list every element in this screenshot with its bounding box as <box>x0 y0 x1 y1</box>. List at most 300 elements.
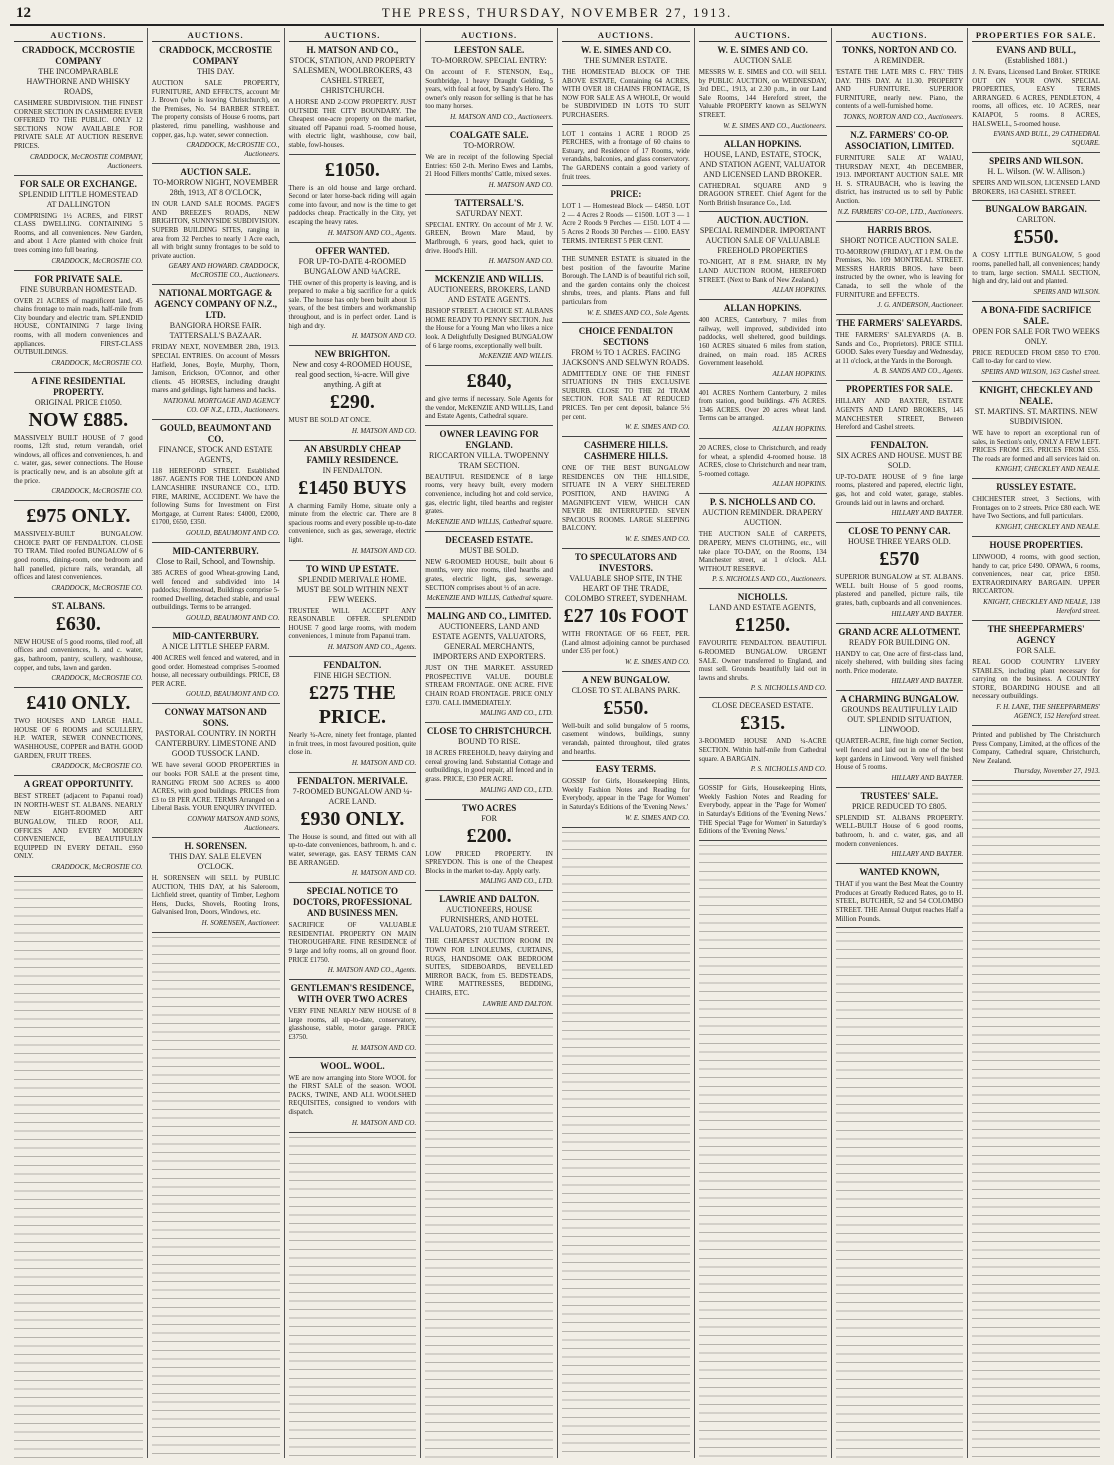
ad-heading: RUSSLEY ESTATE. <box>996 482 1077 493</box>
ad-heading: A FINE RESIDENTIAL PROPERTY. <box>31 375 126 397</box>
advertisement <box>425 891 553 1013</box>
ad-heading: AN ABSURDLY CHEAP FAMILY RESIDENCE. <box>303 443 401 465</box>
advertisement <box>699 494 827 589</box>
ad-signature: ALLAN HOPKINS. <box>772 425 827 434</box>
ad-body-text: THE owner of this property is leaving, and is prepared to make a big sacrifice for a quick sale. The house has only been built about 15 years, of the best timbers and workmanship throughout, and is in perfect order. Land is high and dry. <box>288 278 417 330</box>
ad-subheading: SIX ACRES AND HOUSE. MUST BE SOLD. <box>836 450 963 470</box>
ad-heading: GRAND ACRE ALLOTMENT. <box>838 626 961 637</box>
advertisement <box>699 42 827 136</box>
column-header: AUCTIONS. <box>425 28 553 42</box>
ad-signature: KNIGHT, CHECKLEY AND NEALE, 138 Hereford street. <box>983 598 1100 616</box>
advertisement <box>289 243 417 347</box>
ad-body-text: ONE OF THE BEST BUNGALOW RESIDENCES ON THE HILLSIDE, SITUATE IN A VERY SHELTERED POSITION, AND HAVING A MAGNIFICENT VIEW, WHICH CAN NEVER BE INTERRUPTED. SEVEN SPACIOUS ROOMS. LARGE SLEEPING BALCONY. <box>562 464 690 533</box>
ad-subheading: FOR SALE. <box>1016 646 1056 656</box>
ad-subheading: THE INCOMPARABLE HAWTHORNE AND WHISKY ROADS, <box>26 67 131 96</box>
column-text-fill <box>562 832 690 1459</box>
ad-body-text: UP-TO-DATE HOUSE of 9 fine large rooms, plastered and papered, electric light, gas, hot and cold water, garage, stables. Grounds laid out in lawns and orchard. <box>835 472 964 507</box>
ad-heading: CRADDOCK, MCCROSTIE COMPANY <box>159 45 273 66</box>
ad-subheading: VALUABLE SHOP SITE, IN THE HEART OF THE TRADE, COLOMBO STREET, SYDENHAM. <box>564 573 687 603</box>
ad-signature: P. S. NICHOLLS AND CO. <box>750 765 827 774</box>
advertisement <box>289 155 417 243</box>
ad-heading: TONKS, NORTON AND CO. <box>842 45 957 55</box>
ad-signature: W. E. SIMES AND CO. <box>625 657 690 666</box>
ad-subheading: IN FENDALTON. <box>322 465 383 475</box>
ad-body-text: ADMITTEDLY ONE OF THE FINEST SITUATIONS IN THIS EXCLUSIVE SUBURB. CLOSE TO THE 2d TRAM SECTION. FOR SALE AT REDUCED PRICES. Ten per cent deposit, balance 5½ per cent. <box>562 369 690 421</box>
ad-heading: AUCTION SALE. <box>180 167 251 178</box>
advertisement <box>562 549 690 672</box>
column-text-fill <box>152 937 280 1458</box>
ad-heading: GOULD, BEAUMONT AND CO. <box>159 422 272 444</box>
ad-signature: KNIGHT, CHECKLEY AND NEALE. <box>995 523 1100 532</box>
ad-signature: H. MATSON AND CO. <box>488 180 553 189</box>
ad-signature: H. SORENSEN, Auctioneer. <box>201 918 280 927</box>
ad-signature: P. S. NICHOLLS AND CO. <box>750 684 827 693</box>
advertisement <box>699 300 827 384</box>
ad-body-text: QUARTER-ACRE, fine high corner Section, well fenced and laid out in one of the best kept gardens in Linwood. Very well finished House of 5 rooms. <box>835 737 964 772</box>
ad-body-text: SPLENDID ST. ALBANS PROPERTY. WELL-BUILT House of 6 good rooms, bathroom, h. and c. water, gas, and all modern conveniences. <box>835 813 964 848</box>
ad-subheading: TO-MORROW. SPECIAL ENTRY: <box>431 56 547 65</box>
ad-body-text: THE CHEAPEST AUCTION ROOM IN TOWN FOR LINOLEUMS, CURTAINS, RUGS, HANDSOME OAK BEDROOM SUITES, SIDEBOARDS, BEVELLED MIRROR BACK, from £5. BEDSTEADS, WIRE MATTRESSES, BEDDING, CHAIRS, ETC. <box>425 937 553 997</box>
ad-heading: MID-CANTERBURY. <box>172 631 259 641</box>
advertisement <box>972 302 1100 382</box>
ad-subheading: SPECIAL REMINDER. IMPORTANT AUCTION SALE OF VALUABLE FREEHOLD PROPERTIES <box>699 226 826 256</box>
ad-body-text: AUCTION SALE PROPERTY, FURNITURE, AND EFFECTS, account Mr J. Brown (who is leaving Christchurch), on the Premises, No. 54 BARBER STREET. The property consists of House 6 rooms, part plastered, rimu panelling, washhouse and copper, gas, h.p. water, sewer connection. <box>151 79 280 139</box>
ad-signature: Thursday, November 27, 1913. <box>1013 767 1100 776</box>
column-1 <box>10 28 147 1458</box>
ad-heading: CHOICE FENDALTON SECTIONS <box>578 325 674 347</box>
ad-signature: HILLARY AND BAXTER. <box>891 850 964 859</box>
ad-body-text: TO-NIGHT, AT 8 P.M. SHARP, IN My LAND AUCTION ROOM, HEREFORD STREET. (Next to Bank of New Zealand.) <box>698 258 827 284</box>
ad-subheading: TO-MORROW NIGHT, NOVEMBER 28th, 1913, AT 8 O'CLOCK, <box>153 178 279 198</box>
ad-signature: ALLAN HOPKINS. <box>772 480 827 489</box>
ad-body-text: 18 ACRES FREEHOLD, heavy dairying and cereal growing land. Substantial Cottage and outbuildings, in good repair, all fenced and in grass. PRICE, £30 PER ACRE. <box>425 749 553 783</box>
ad-body-text: LOT 1 — Homestead Block — £4850. LOT 2 — 4 Acres 2 Roods — £1500. LOT 3 — 1 Acre 2 Roods 9 Perches — £150. LOT 4 — 5 Acres 2 Roods 30 Perches — £100. EASY TERMS. INTEREST 5 PER CENT. <box>562 202 690 245</box>
column-header: AUCTIONS. <box>289 28 417 42</box>
advertisement <box>14 42 143 176</box>
ad-body-text: 20 ACRES, close to Christchurch, and ready for wheat, a splendid 4-roomed house. 18 ACRES, close to Christchurch and near tram, 5-roomed cottage. <box>698 444 827 478</box>
ad-body-text: HANDY to car, One acre of first-class land, nicely sheltered, with building sites facing north. Price moderate. <box>835 649 964 675</box>
column-text-fill <box>699 845 827 1458</box>
ad-signature: TONKS, NORTON AND CO., Auctioneers. <box>843 112 964 121</box>
ad-heading: FENDALTON. <box>323 660 382 671</box>
ad-signature: McKENZIE AND WILLIS, Cathedral square. <box>426 594 553 603</box>
ad-price: £550. <box>1013 226 1059 249</box>
ad-body-text: LOT 1 contains 1 ACRE 1 ROOD 25 PERCHES, with a frontage of 60 chains to Estuary, and Residence of 17 Rooms, wide verandahs, balconies, and glass conservatory. The GARDENS contain a good variety of fruit trees. <box>562 129 690 181</box>
ad-body-text: Nearly ¾-Acre, ninety feet frontage, planted in fruit trees, in most favoured position, quite close in. <box>288 731 417 757</box>
ad-signature: H. MATSON AND CO. <box>351 426 417 435</box>
advertisement <box>699 779 827 841</box>
ad-heading: COALGATE SALE. <box>449 129 529 140</box>
ad-body-text: MUST BE SOLD AT ONCE. <box>288 416 371 425</box>
ad-heading: FOR SALE OR EXCHANGE. <box>19 178 137 189</box>
ad-signature: H. MATSON AND CO., Agents. <box>327 966 417 975</box>
ad-subheading: FOR UP-TO-DATE 4-ROOMED BUNGALOW AND ¼ACRE. <box>298 256 407 276</box>
ad-body-text: 3-ROOMED HOUSE AND ¼-ACRE SECTION. Within half-mile from Cathedral square. A BARGAIN. <box>698 737 827 763</box>
ad-body-text: THE SUMNER ESTATE is situated in the best position of the favourite Marine Borough. The LAND is of beautiful rich soil, and the garden contains only the choicest shrubs, trees, and plants. Plans and full particulars from <box>562 255 690 307</box>
ad-heading: MID-CANTERBURY. <box>172 546 259 557</box>
ad-body-text: SPEIRS AND WILSON, LICENSED LAND BROKERS, 163 CASHEL STREET. <box>972 179 1100 196</box>
ad-signature: LAWRIE AND DALTON. <box>482 999 553 1008</box>
ad-body-text: Well-built and solid bungalow of 5 rooms, casement windows, buildings, sunny verandah, painted throughout, tiled grates and hearths. <box>562 721 690 756</box>
ad-signature: W. E. SIMES AND CO. <box>625 423 690 432</box>
advertisement <box>836 127 964 222</box>
ad-heading: A BONA-FIDE SACRIFICE SALE. <box>980 304 1092 326</box>
advertisement <box>562 323 690 438</box>
ad-signature: N.Z. FARMERS' CO-OP., LTD., Auctioneers. <box>837 207 964 216</box>
ad-heading: W. E. SIMES AND CO. <box>580 45 672 55</box>
ad-subheading: STOCK, STATION, AND PROPERTY SALESMEN, WOOLBROKERS, 43 CASHEL STREET, CHRISTCHURCH. <box>289 56 416 95</box>
ad-subheading: HOUSE THREE YEARS OLD. <box>848 537 951 547</box>
advertisement <box>425 195 553 271</box>
column-header: AUCTIONS. <box>562 28 690 42</box>
ad-signature: ALLAN HOPKINS. <box>772 369 827 378</box>
ad-heading: TATTERSALL'S. <box>454 197 524 208</box>
ad-heading: TO SPECULATORS AND INVESTORS. <box>574 551 677 573</box>
ad-subheading: AUCTIONEERS, LAND AND ESTATE AGENTS, VALUATORS, GENERAL MERCHANTS, IMPORTERS AND EXPORTERS. <box>432 622 546 662</box>
ad-heading: TO WIND UP ESTATE. <box>305 563 399 574</box>
ad-heading: H. SORENSEN. <box>184 840 247 851</box>
ad-body-text: 'ESTATE THE LATE MRS C. FRY.' THIS DAY. THIS DAY. At 11.30. PROPERTY AND FURNITURE. SUPERIOR FURNITURE, nearly new. Piano, the contents of a well-furnished home. <box>835 68 964 111</box>
ad-signature: CRADDOCK, McCROSTIE CO. <box>51 674 143 683</box>
page-number: 12 <box>16 5 31 21</box>
ad-signature: W. E. SIMES AND CO. <box>625 534 690 543</box>
ad-body-text: MESSRS W. E. SIMES and CO. will SELL by PUBLIC AUCTION, on WEDNESDAY, 3rd DEC., 1913, at 2.30 p.m., in our Land Sale Rooms, 144 Hereford street, the Valuable PROPERTY known as SELWYN STREET. <box>698 68 827 119</box>
advertisement <box>152 838 280 933</box>
ad-signature: HILLARY AND BAXTER. <box>891 773 964 782</box>
column-text-fill <box>836 932 964 1458</box>
ad-price: £290. <box>329 391 375 414</box>
ad-signature: CRADDOCK, McCROSTIE CO. <box>51 358 143 367</box>
ad-signature: GOULD, BEAUMONT AND CO. <box>185 614 280 622</box>
advertisement <box>152 420 280 543</box>
ad-heading: MCKENZIE AND WILLIS. <box>434 274 544 285</box>
advertisement <box>836 624 964 692</box>
ad-subheading: ST. MARTINS. ST. MARTINS. NEW SUBDIVISION. <box>974 406 1098 426</box>
ad-heading: THE FARMERS' SALEYARDS. <box>836 318 963 329</box>
ad-price: £630. <box>55 612 101 635</box>
advertisement <box>289 42 417 155</box>
ad-heading: TRUSTEES' SALE. <box>860 790 939 801</box>
ad-body-text: A HORSE AND 2-COW PROPERTY. JUST OUTSIDE THE CITY BOUNDARY. The Cheapest one-acre property on the market, situated off Papanui road. 5-roomed house, with electric light, washhouse, cow bail, stable, fowl-houses. <box>288 98 417 149</box>
ad-body-text: CASHMERE SUBDIVISION. THE FINEST CORNER SECTION IN CASHMERE EVER OFFERED TO THE PUBLIC. ONLY 12 SECTIONS NOW AVAILABLE FOR PRIVATE SALE AT AUCTION RESERVE PRICES. <box>14 99 143 150</box>
ad-signature: H. MATSON AND CO. <box>351 1043 417 1052</box>
ad-price: £410 ONLY. <box>26 692 131 715</box>
ad-signature: CRADDOCK, McCROSTIE COMPANY, Auctioneers. <box>29 152 143 170</box>
ad-body-text: The House is sound, and fitted out with all up-to-date conveniences, bathroom, h. and c. water, sewerage, gas. EASY TERMS CAN BE ARRANGED. <box>288 832 417 867</box>
ad-subheading: READY FOR BUILDING ON. <box>848 637 950 647</box>
masthead-title: THE PRESS, THURSDAY, NOVEMBER 27, 1913. <box>381 5 733 20</box>
ad-body-text: WE have to report an exceptional run of sales, in Section's only, ONLY A FEW LEFT. PRICES FROM £35. PRICES FROM £55. The roads are formed and all services laid on. <box>972 428 1100 463</box>
advertisement <box>425 800 553 892</box>
advertisement <box>562 761 690 827</box>
advertisement <box>425 127 553 195</box>
ad-heading: N.Z. FARMERS' CO-OP. ASSOCIATION, LIMITED. <box>844 129 954 151</box>
ad-heading: TWO ACRES <box>461 802 517 813</box>
ad-body-text: JUST ON THE MARKET. ASSURED PROSPECTIVE VALUE. DOUBLE STREAM FRONTAGE. ONE ACRE. FIVE CHAIN ROAD FRONTAGE. PRICE ONLY £370. CALL IMMEDIATELY. <box>425 664 553 707</box>
ad-subheading: A NICE LITTLE SHEEP FARM. <box>161 642 270 651</box>
ad-subheading: THIS DAY. <box>196 67 235 76</box>
ad-signature: HILLARY AND BAXTER. <box>891 509 964 518</box>
column-header: AUCTIONS. <box>836 28 964 42</box>
ad-body-text: TO-MORROW (FRIDAY), AT 1 P.M. On the Premises, No. 109 MONTREAL STREET. MESSRS HARRIS BROS. have been instructed by the owner, who is leaving for Canada, to sell the whole of the FURNITURE and EFFECTS. <box>835 247 964 299</box>
advertisement <box>289 1058 417 1133</box>
ad-signature: MALING AND CO., LTD. <box>480 785 553 794</box>
ad-body-text: Printed and published by The Christchurch Press Company, Limited, at the offices of the Company, Cathedral square, Christchurch, New Zealand. <box>972 731 1100 765</box>
ad-subheading: SATURDAY NEXT. <box>455 208 523 218</box>
ad-body-text: HILLARY AND BAXTER, ESTATE AGENTS AND LAND BROKERS, 145 MANCHESTER STREET, Between Hereford and Cashel streets. <box>835 397 964 432</box>
ad-signature: H. MATSON AND CO. <box>351 332 417 341</box>
ad-body-text: MASSIVELY-BUILT BUNGALOW. CHOICE PART OF FENDALTON. CLOSE TO TRAM. Tiled roofed BUNGALOW of 6 good rooms, dining-room, one bedroom and hall panelled, picture rails, verandah, all offices and latest conveniences. <box>14 530 143 582</box>
ad-heading: CASHMERE HILLS. CASHMERE HILLS. <box>583 440 668 462</box>
ad-subheading: PRICE REDUCED TO £805. <box>851 801 947 811</box>
column-3 <box>284 28 421 1458</box>
ad-signature: H. MATSON AND CO. <box>351 1118 417 1127</box>
ad-subheading: TO-MORROW. <box>463 140 515 150</box>
ad-heading: NATIONAL MORTGAGE & AGENCY COMPANY OF N.Z., LTD. <box>154 288 278 321</box>
advertisement <box>14 598 143 688</box>
advertisement <box>289 980 417 1057</box>
ad-body-text: A charming Family Home, situate only a minute from the electric car. There are 8 spacious rooms and every possible up-to-date convenience, such as gas, sewerage, electric light. <box>288 501 417 545</box>
ad-subheading: FINE HIGH SECTION. <box>313 671 392 681</box>
advertisement <box>289 773 417 883</box>
ad-body-text: FRIDAY NEXT, NOVEMBER 28th, 1913. SPECIAL ENTRIES. On account of Messrs Hatfield, Jones, Boyle, Murphy, Thorn, Jamison, Erickson, O'Connor, and other clients. 45 HORSES, including draught mares and geldings, light harness and hacks. <box>151 343 280 395</box>
ad-heading: OWNER LEAVING FOR ENGLAND. <box>439 428 539 450</box>
ad-signature: EVANS AND BULL, 29 CATHEDRAL SQUARE. <box>993 130 1100 148</box>
column-header: AUCTIONS. <box>152 28 280 42</box>
ad-signature: CRADDOCK, McCROSTIE CO. <box>51 487 143 496</box>
column-2 <box>147 28 284 1458</box>
ad-body-text: OVER 21 ACRES of magnificent land, 45 chains frontage to main roads, half-mile from City boundary and electric tram. SPLENDID HOUSE, CONTAINING 7 large living rooms, with all modern conveniences and appliances. FIRST-CLASS OUTBUILDINGS. <box>14 296 143 357</box>
ad-subheading: CARLTON. <box>1016 215 1056 225</box>
ad-heading: SPEIRS AND WILSON. <box>989 156 1084 167</box>
advertisement <box>972 382 1100 479</box>
advertisement <box>425 271 553 366</box>
ad-subheading: AUCTION REMINDER. DRAPERY AUCTION. <box>702 508 823 528</box>
advertisement <box>972 153 1100 201</box>
ad-subheading: 7-ROOMED BUNGALOW AND ¼-ACRE LAND. <box>292 786 413 806</box>
ad-heading: AUCTION. AUCTION. <box>716 215 809 226</box>
ad-signature: SPEIRS AND WILSON. <box>1033 287 1100 296</box>
ad-body-text: On account of F. STENSON, Esq., Southbridge, 1 heavy Draught Gelding, 5 years, with foal at foot, by Sandy's Hero. The owner's only reason for selling is that he has too many horses. <box>425 68 553 111</box>
advertisement <box>972 537 1100 621</box>
ad-signature: A. B. SANDS AND CO., Agents. <box>873 367 964 376</box>
ad-body-text: MASSIVELY BUILT HOUSE of 7 good rooms, 12ft stud, return verandah, oriel windows, all offices and conveniences, h. and c. water, gas, sewer connections. The House is practically new, and is an absolute gift at the price. <box>14 433 143 485</box>
ad-body-text: SUPERIOR BUNGALOW at ST. ALBANS. WELL built House of 5 good rooms, plastered and panelled, picture rails, tile grates, bath, cupboards and all conveniences. <box>835 573 964 607</box>
advertisement <box>289 883 417 980</box>
ad-heading: W. E. SIMES AND CO. <box>717 45 808 55</box>
advertisement <box>152 543 280 628</box>
ad-body-text: There is an old house and large orchard. Second or later horse-back riding will again come into favour, and now is the time to get paddocks cheap. Practically in the City, yet escaping the heavy rates. <box>288 183 417 226</box>
advertisement <box>14 271 143 373</box>
ad-heading: ST. ALBANS. <box>51 600 105 611</box>
ad-body-text: LINWOOD, 4 rooms, with good section, handy to car, price £490. OPAWA, 6 rooms, conveniences, near car, price £850. EXTRAORDINARY BARGAIN. UPPER RICCARTON. <box>972 553 1100 596</box>
advertisement <box>836 691 964 787</box>
advertisement <box>425 366 553 426</box>
advertisement <box>972 479 1100 537</box>
ad-body-text: SPECIAL ENTRY. On account of Mr J. W. GREEN, Brown Mare Maud, by Marlbrough, 6 years, good hack, quiet to drive. Hood's Hill. <box>425 220 553 255</box>
ad-heading: MALING AND CO., LIMITED. <box>427 611 552 622</box>
ad-subheading: FINE SUBURBAN HOMESTEAD. <box>20 284 137 294</box>
ad-subheading: SPLENDID LITTLE HOMESTEAD AT DALLINGTON <box>18 189 138 209</box>
ad-body-text: 401 ACRES Northern Canterbury, 2 miles from station, good buildings. 476 ACRES. 1346 ACRES. Over 20 acres wheat land. Terms can be arranged. <box>698 388 827 423</box>
ad-body-text: GOSSIP for Girls, Housekeeping Hints, Weekly Fashion Notes and Reading for Everybody, appear in the 'Page for Women' in Saturday's Editions of the 'Evening News.' THE Special 'Page for Women' in Saturday's Editions of the 'Evening News.' <box>698 784 827 836</box>
ad-body-text: VERY FINE NEARLY NEW HOUSE of 8 large rooms, all up-to-date, conservatory, glasshouse, stable, motor garage. PRICE £3750. <box>288 1007 417 1041</box>
column-header: AUCTIONS. <box>14 28 143 42</box>
ad-subheading: FROM ½ TO 1 ACRES. FACING JACKSON'S AND SELWYN ROADS. <box>562 347 690 367</box>
ad-heading: P. S. NICHOLLS AND CO. <box>709 497 816 508</box>
ad-body-text: A COSY LITTLE BUNGALOW, 5 good rooms, panelled hall, all conveniences; handy to tram, large section. SMALL SECTION, high and dry, laid out and planted. <box>972 251 1100 286</box>
ad-signature: J. G. ANDERSON, Auctioneer. <box>877 301 964 310</box>
advertisement <box>836 42 964 127</box>
ad-body-text: SACRIFICE OF VALUABLE RESIDENTIAL PROPERTY ON MAIN THOROUGHFARE. FINE RESIDENCE of 9 large and lofty rooms, all on ground floor. PRICE £1750. <box>288 921 417 964</box>
column-header: AUCTIONS. <box>699 28 827 42</box>
advertisement <box>289 346 417 441</box>
ad-heading: NICHOLLS. <box>737 592 788 603</box>
ad-signature: H. MATSON AND CO., Auctioneers. <box>450 112 553 121</box>
ad-signature: H. MATSON AND CO. <box>351 758 417 767</box>
ad-heading: PRICE: <box>610 189 642 200</box>
ad-signature: H. MATSON AND CO. <box>488 257 553 266</box>
advertisement <box>152 628 280 704</box>
ad-heading: SPECIAL NOTICE TO DOCTORS, PROFESSIONAL AND BUSINESS MEN. <box>292 886 412 919</box>
advertisement <box>562 437 690 549</box>
ad-body-text: PRICE REDUCED FROM £850 TO £700. Call to-day for card to view. <box>972 348 1100 366</box>
ad-heading: WOOL. WOOL. <box>320 1060 385 1071</box>
ad-subheading: New and cosy 4-ROOMED HOUSE, real good section, ¼-acre. Will give anything. A gift at <box>292 360 413 390</box>
ad-signature: P. S. NICHOLLS AND CO., Auctioneers. <box>712 575 827 584</box>
ad-heading: LEESTON SALE. <box>453 45 525 55</box>
ad-subheading: SHORT NOTICE AUCTION SALE. <box>840 235 959 245</box>
columns <box>10 28 1104 1458</box>
ad-price: £930 ONLY. <box>300 807 405 830</box>
ad-body-text: COMPRISING 1½ ACRES, and FIRST CLASS DWELLING. CONTAINING 5 Rooms, and all conveniences. New Garden, and about 1 Acre planted with choice fruit trees coming into full bearing. <box>14 211 143 254</box>
ad-heading: LAWRIE AND DALTON. <box>439 894 540 905</box>
ad-heading: FENDALTON. MERIVALE. <box>297 775 408 786</box>
ad-heading: OFFER WANTED. <box>315 245 390 256</box>
advertisement <box>14 501 143 598</box>
ad-subheading: MUST BE SOLD. <box>459 545 519 555</box>
ad-signature: H. MATSON AND CO., Agents. <box>327 228 417 237</box>
ad-heading: THE SHEEPFARMERS' AGENCY <box>987 624 1085 646</box>
advertisement <box>425 426 553 532</box>
ad-body-text: 400 ACRES well fenced and watered, and in good order. Homestead comprises 5-roomed house, all necessary outbuildings. PRICE, £8 PER ACRE. <box>151 654 280 688</box>
ad-signature: CONWAY MATSON AND SONS, Auctioneers. <box>187 814 280 832</box>
column-text-fill <box>972 785 1100 1458</box>
ad-body-text: THE HOMESTEAD BLOCK OF THE ABOVE ESTATE, Containing 64 ACRES, WITH OVER 18 CHAINS FRONTAGE, IS NOW FOR SALE AS A WHOLE, Or would be SUBDIVIDED IN LOTS TO SUIT PURCHASERS. <box>562 68 690 119</box>
advertisement <box>14 176 143 271</box>
ad-signature: W. E. SIMES AND CO. <box>625 813 690 822</box>
ad-price: £975 ONLY. <box>26 505 131 528</box>
column-8 <box>967 28 1104 1458</box>
advertisement <box>836 788 964 864</box>
column-7 <box>831 28 968 1458</box>
advertisement <box>425 723 553 799</box>
ad-heading: FOR PRIVATE SALE. <box>34 273 123 284</box>
ad-subheading: SPLENDID MERIVALE HOME. MUST BE SOLD WITHIN NEXT FEW WEEKS. <box>296 574 409 604</box>
ad-signature: H. MATSON AND CO. <box>351 869 417 878</box>
ad-heading: HARRIS BROS. <box>867 224 932 235</box>
advertisement <box>562 42 690 125</box>
ad-signature: SPEIRS AND WILSON, 163 Cashel street. <box>981 367 1100 376</box>
ad-subheading: AUCTIONEERS, BROKERS, LAND AND ESTATE AGENTS. <box>427 285 551 305</box>
ad-body-text: THE FARMERS' SALEYARDS (A. B. Sands and Co., Proprietors). PRICE STILL GOOD. Sales every Tuesday and Wednesday, at 11 o'clock, at the Yards in the Borough. <box>835 331 964 365</box>
ad-heading: KNIGHT, CHECKLEY AND NEALE. <box>979 384 1093 406</box>
ad-heading: A NEW BUNGALOW. <box>581 674 670 685</box>
ad-heading: BUNGALOW BARGAIN. <box>985 204 1087 215</box>
ad-heading: FENDALTON. <box>870 439 929 450</box>
ad-subheading: RICCARTON VILLA. TWOPENNY TRAM SECTION. <box>429 450 550 470</box>
advertisement <box>699 136 827 213</box>
advertisement <box>289 441 417 561</box>
advertisement <box>152 285 280 420</box>
ad-price: £200. <box>466 824 512 847</box>
advertisement <box>836 864 964 928</box>
ad-body-text: J. N. Evans, Licensed Land Broker. STRIKE OUT ON YOUR OWN. SPECIAL PROPERTIES, EASY TERMS ARRANGED. 6 ACRES, PENDLETON, 4 rooms, all offices, etc. 10 ACRES, near KAIAPOI, 5 rooms. 8 ACRES, HALSWELL, 5-roomed house. <box>972 68 1100 128</box>
ad-signature: NATIONAL MORTGAGE AND AGENCY CO. OF N.Z., LTD., Auctioneers. <box>163 396 280 414</box>
ad-heading: EASY TERMS. <box>595 764 656 775</box>
ad-subheading: CLOSE DECEASED ESTATE. <box>711 701 814 711</box>
ad-subheading: ORIGINAL PRICE £1050. <box>34 397 122 407</box>
ad-body-text: WE have several GOOD PROPERTIES in our books FOR SALE at the present time, RANGING FROM 500 ACRES to 4000 ACRES, with good buildings. PRICES from £3 to £8 PER ACRE. TERMS Arranged on a Liberal Basis. YOUR ENQUIRY INVITED. <box>151 761 280 813</box>
advertisement <box>425 42 553 127</box>
ad-body-text: CATHEDRAL SQUARE AND 9 DRAGOON STREET. Chief Agent for the North British Insurance Co., Ltd. <box>698 181 827 207</box>
ad-subheading: HOUSE, LAND, ESTATE, STOCK, AND STATION AGENT, VALUATOR AND LICENSED LAND BROKER. <box>699 149 826 179</box>
advertisement <box>836 437 964 523</box>
ad-heading: CONWAY MATSON AND SONS. <box>164 707 267 729</box>
advertisement <box>152 704 280 838</box>
ad-body-text: WE are now arranging into Store WOOL for the FIRST SALE of the season. WOOL PACKS, TWINE, AND ALL WOOLSHED REQUISITES, consigned to vendors with dispatch. <box>288 1073 417 1116</box>
ad-signature: W. E. SIMES AND CO., Auctioneers. <box>723 121 827 130</box>
ad-subheading: GROUNDS BEAUTIFULLY LAID OUT. SPLENDID SITUATION, LINWOOD. <box>841 705 958 735</box>
column-text-fill <box>289 1137 417 1459</box>
masthead <box>10 4 1104 26</box>
ad-price: NOW £885. <box>28 408 129 431</box>
ad-subheading: CLOSE TO ST. ALBANS PARK. <box>571 685 681 695</box>
ad-signature: McKENZIE AND WILLIS, Cathedral square. <box>426 517 553 526</box>
ad-signature: H. MATSON AND CO., Agents. <box>327 643 417 652</box>
ad-subheading: OPEN FOR SALE FOR TWO WEEKS ONLY. <box>972 326 1100 346</box>
ad-body-text: FAVOURITE FENDALTON. BEAUTIFUL 6-ROOMED BUNGALOW. URGENT SALE. Owner transferred to England, and must sell. Grounds beautifully laid out in lawns and shrubs. <box>698 639 827 682</box>
advertisement <box>972 42 1100 153</box>
ad-price: £840, <box>466 370 512 393</box>
advertisement <box>289 561 417 657</box>
ad-signature: H. MATSON AND CO. <box>351 546 417 555</box>
ad-signature: CRADDOCK, McCROSTIE CO. <box>51 256 143 265</box>
ad-heading: CLOSE TO CHRISTCHURCH. <box>426 726 552 737</box>
advertisement <box>562 125 690 187</box>
ad-subheading: THIS DAY. SALE ELEVEN O'CLOCK. <box>169 851 262 871</box>
ad-body-text: THAT if you want the Best Meat the Country Produces at Greatly Reduced Rates, go to H. STEEL, BUTCHER, 52 and 54 COLOMBO STREET. THE Annual Output reaches Half a Million Pounds. <box>835 880 964 923</box>
column-header: PROPERTIES FOR SALE. <box>972 28 1100 42</box>
advertisement <box>972 621 1100 726</box>
ad-signature: F. H. LANE, THE SHEEPFARMERS' AGENCY, 152 Hereford street. <box>996 703 1100 720</box>
ad-signature: MALING AND CO., LTD. <box>480 877 553 886</box>
ad-body-text: 118 HEREFORD STREET. Established 1867. AGENTS FOR THE LONDON AND LANCASHIRE INSURANCE CO., LTD. FIRE, MARINE, ACCIDENT. We have the following Sums for Investment on First Mortgage, at Current Rates: £4000, £2000, £1700, £650, £350. <box>151 466 280 527</box>
ad-body-text: NEW HOUSE of 5 good rooms, tiled roof, all offices and conveniences, h. and c. water, gas, bathroom, pantry, scullery, washhouse, copper, and tubs, lawn and garden. <box>14 637 143 672</box>
ad-subheading: LAND AND ESTATE AGENTS, <box>709 603 816 613</box>
ad-signature: MALING AND CO., LTD. <box>480 709 553 718</box>
advertisement <box>425 608 553 723</box>
advertisement <box>699 698 827 779</box>
ad-subheading: FINANCE, STOCK AND ESTATE AGENTS, <box>158 444 273 464</box>
ad-body-text: LOW PRICED PROPERTY. IN SPREYDON. This is one of the Cheapest Blocks in the market to-day. Apply early. <box>425 849 553 875</box>
advertisement <box>562 250 690 323</box>
ad-signature: CRADDOCK, McCROSTIE CO. <box>51 583 143 592</box>
ad-body-text: WITH FRONTAGE OF 66 FEET, PER. (Land almost adjoining cannot be purchased under £35 per foot.) <box>562 629 690 656</box>
advertisement <box>836 315 964 381</box>
ad-price: £550. <box>603 696 649 719</box>
column-text-fill <box>425 1018 553 1459</box>
